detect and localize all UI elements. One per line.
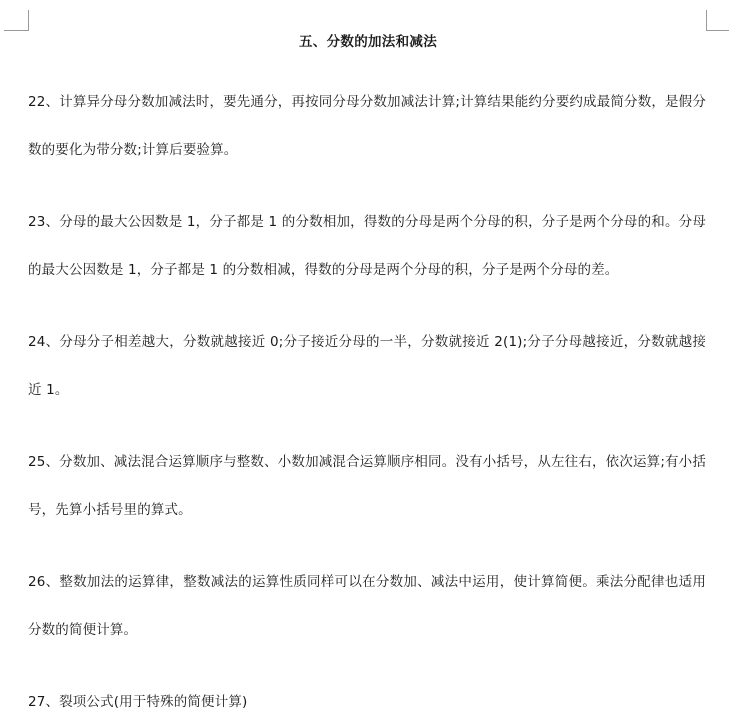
- paragraph-25: 25、分数加、减法混合运算顺序与整数、小数加减混合运算顺序相同。没有小括号，从左往右，依次运算;有小括号，先算小括号里的算式。: [28, 454, 706, 518]
- section-title: 五、分数的加法和减法: [299, 34, 437, 50]
- paragraph-23: 23、分母的最大公因数是 1，分子都是 1 的分数相加，得数的分母是两个分母的积，分子是两个分母的和。分母的最大公因数是 1，分子都是 1 的分数相减，得数的分母是两个分母的积，分子是两个分母的差。: [28, 214, 706, 278]
- paragraph-26: 26、整数加法的运算律，整数减法的运算性质同样可以在分数加、减法中运用，使计算简便。乘法分配律也适用分数的简便计算。: [28, 574, 706, 638]
- paragraph-22: 22、计算异分母分数加减法时，要先通分，再按同分母分数加减法计算;计算结果能约分要约成最简分数，是假分数的要化为带分数;计算后要验算。: [28, 94, 706, 158]
- page-corner-mark-top-left: [4, 10, 29, 31]
- paragraph-24: 24、分母分子相差越大，分数就越接近 0;分子接近分母的一半，分数就接近 2(1);分子分母越接近，分数就越接近 1。: [28, 334, 706, 398]
- paragraph-27: 27、裂项公式(用于特殊的简便计算): [28, 694, 248, 710]
- page-corner-mark-top-right: [706, 10, 729, 31]
- document-body: [28, 78, 706, 726]
